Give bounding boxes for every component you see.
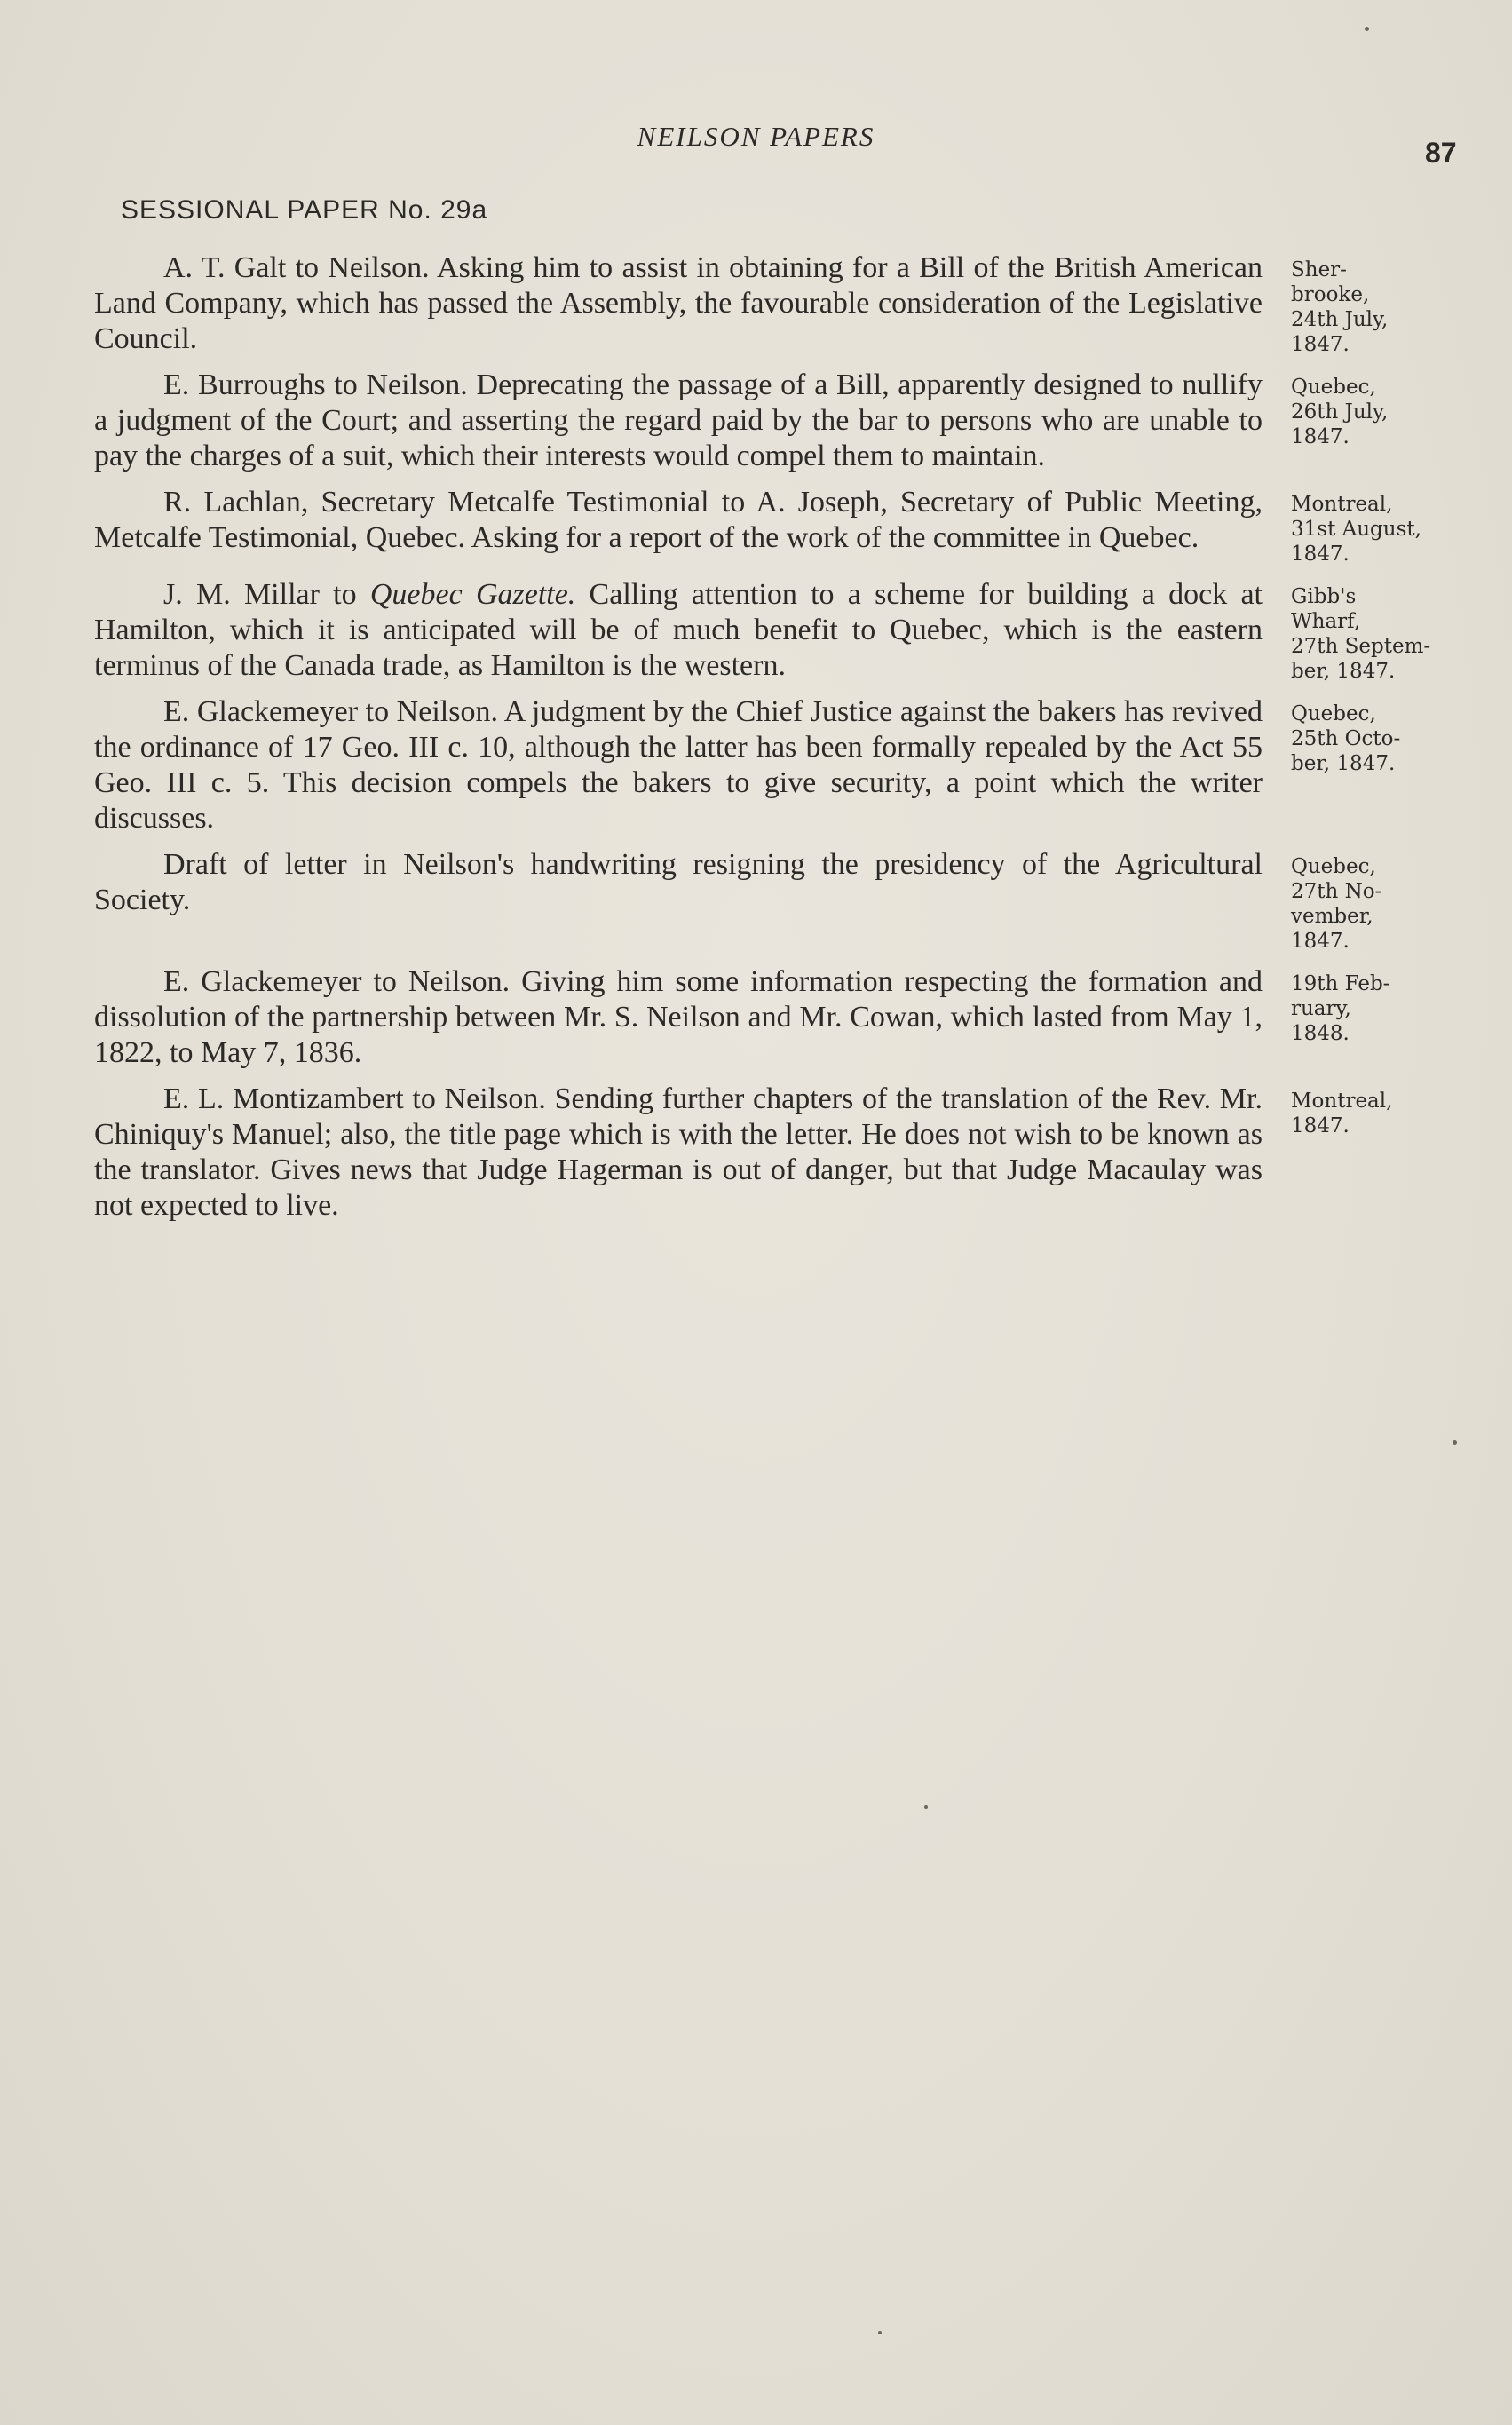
entry-summary: Draft of letter in Neilson's handwriting resigning the presidency of the Agricultural Society.: [94, 848, 1263, 916]
entry-summary-rest: Calling attention to a scheme for building a dock at Hamilton, which it is anticipated will be of much benefit to Quebec, which is the eastern terminus of the Canada trade, as Hamilton is the western.: [94, 578, 1263, 682]
entry-summary: [94, 577, 1263, 684]
entry-summary-lead: J. M. Millar to: [163, 578, 370, 611]
date-line: 1847.: [1291, 930, 1350, 953]
date-line: 26th July,: [1291, 400, 1389, 424]
date-line: 1847.: [1291, 1114, 1350, 1137]
entry-summary: E. L. Montizambert to Neilson. Sending further chapters of the translation of the Rev. Mr. Chiniquy's Manuel; also, the title page which is with the letter. He does not wish to be known as the translator. Gives news that Judge Hagerman is out of danger, but that Judge Macaulay was not expected to live.: [94, 1082, 1263, 1222]
date-line: vember,: [1291, 905, 1373, 928]
entry-summary: E. Glackemeyer to Neilson. A judgment by the Chief Justice against the bakers has revived the ordinance of 17 Geo. III c. 10, although the latter has been formally repealed by the Act 55 Geo. III c. 5. This decision compels the bakers to give security, a point which the writer discusses.: [94, 695, 1263, 835]
date-line: Gibb's: [1291, 585, 1357, 608]
date-line: brooke,: [1291, 283, 1370, 306]
entry-place-date: [1291, 368, 1446, 449]
newspaper-title: Quebec Gazette.: [369, 578, 576, 611]
page-number: 87: [1425, 137, 1457, 169]
date-line: 1847.: [1291, 425, 1350, 448]
date-line: 24th July,: [1291, 308, 1389, 331]
date-line: 1847.: [1291, 333, 1350, 356]
date-line: 1847.: [1291, 543, 1350, 566]
entry-place-date: [1291, 964, 1446, 1046]
date-line: 27th Septem-: [1291, 635, 1431, 658]
date-line: ruary,: [1291, 997, 1351, 1020]
entry-summary: E. Burroughs to Neilson. Deprecating the passage of a Bill, apparently designed to nullify a judgment of the Court; and asserting the regard paid by the bar to persons who are unable to pay the charges of a suit, which their interests would compel them to maintain.: [94, 369, 1263, 472]
paper-speck: [1453, 1440, 1457, 1445]
letter-entries: [94, 250, 1461, 1234]
entry-summary: R. Lachlan, Secretary Metcalfe Testimonial to A. Joseph, Secretary of Public Meeting, Metcalfe Testimonial, Quebec. Asking for a report of the work of the committee in Quebec.: [94, 486, 1263, 554]
letter-entry: [94, 485, 1461, 567]
paper-speck: [924, 1805, 928, 1809]
date-line: 31st August,: [1291, 518, 1421, 541]
running-head: NEILSON PAPERS: [637, 121, 875, 152]
date-line: 25th Octo-: [1291, 727, 1401, 750]
date-line: Montreal,: [1291, 1090, 1393, 1113]
letter-entry: [94, 964, 1461, 1071]
letter-entry: [94, 847, 1461, 954]
letter-entry: [94, 250, 1461, 357]
entry-place-date: [1291, 577, 1446, 684]
date-line: Montreal,: [1291, 493, 1393, 516]
date-line: ber, 1847.: [1291, 752, 1396, 775]
date-line: Quebec,: [1291, 855, 1376, 878]
entry-place-date: [1291, 694, 1446, 776]
entry-place-date: [1291, 847, 1446, 954]
letter-entry: [94, 694, 1461, 836]
letter-entry: [94, 368, 1461, 474]
entry-summary: E. Glackemeyer to Neilson. Giving him some information respecting the formation and dissolution of the partnership between Mr. S. Neilson and Mr. Cowan, which lasted from May 1, 1822, to May 7, 1836.: [94, 965, 1263, 1069]
letter-entry: [94, 577, 1461, 684]
letter-entry: [94, 1082, 1461, 1224]
date-line: ber, 1847.: [1291, 660, 1396, 683]
paper-speck: [1365, 27, 1369, 31]
date-line: Wharf,: [1291, 610, 1361, 633]
entry-place-date: [1291, 1082, 1446, 1138]
date-line: 27th No-: [1291, 880, 1382, 903]
date-line: Quebec,: [1291, 702, 1376, 725]
sessional-paper-label: SESSIONAL PAPER No. 29a: [121, 195, 488, 225]
entry-place-date: [1291, 250, 1446, 357]
date-line: Sher-: [1291, 258, 1347, 281]
entry-place-date: [1291, 485, 1446, 567]
entry-summary: A. T. Galt to Neilson. Asking him to assist in obtaining for a Bill of the British American Land Company, which has passed the Assembly, the favourable consideration of the Legislative Council.: [94, 251, 1263, 355]
date-line: Quebec,: [1291, 376, 1376, 399]
date-line: 1848.: [1291, 1022, 1350, 1045]
date-line: 19th Feb-: [1291, 972, 1390, 995]
paper-speck: [878, 2331, 882, 2334]
